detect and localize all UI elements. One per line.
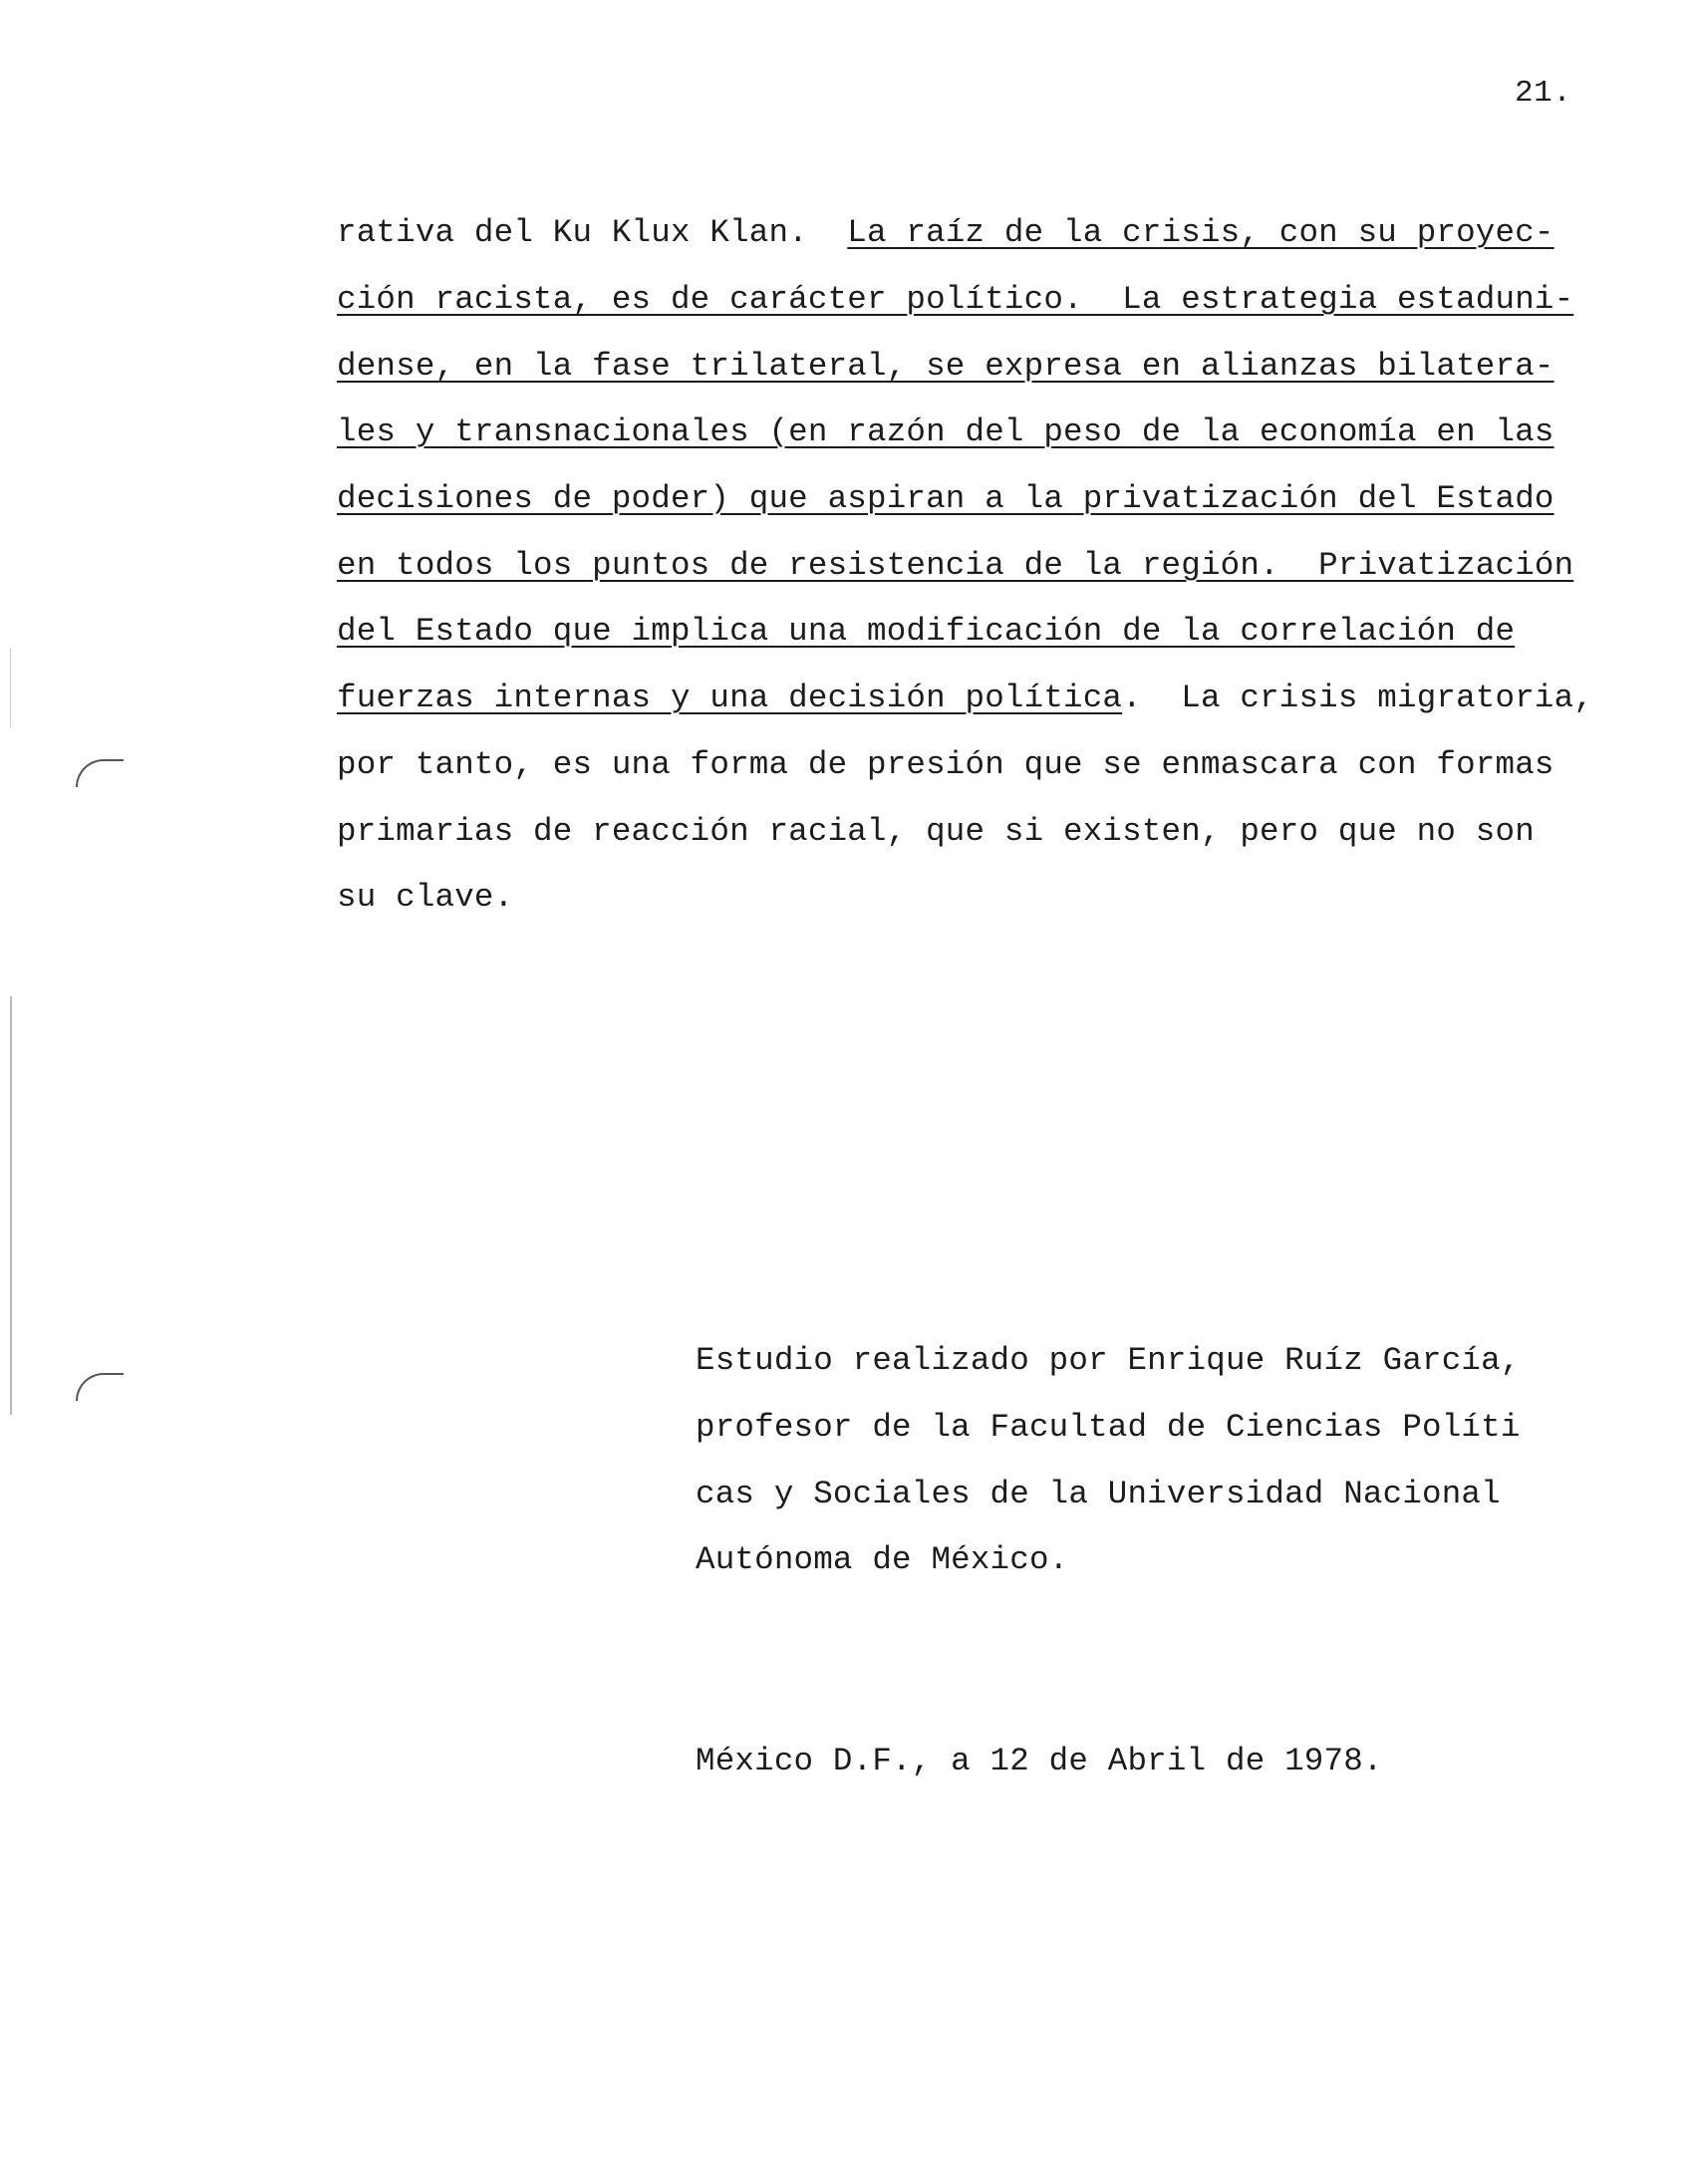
signature-line: profesor de la Facultad de Ciencias Políti	[696, 1409, 1521, 1446]
underlined-text: decisiones de poder) que aspiran a la privatización del Estado	[337, 480, 1554, 517]
signature-line: cas y Sociales de la Universidad Nacional	[696, 1476, 1501, 1512]
scan-edge-mark	[10, 648, 11, 727]
underlined-text: fuerzas internas y una decisión política	[337, 680, 1123, 716]
date-line: México D.F., a 12 de Abril de 1978.	[696, 1743, 1383, 1779]
line-text: . La crisis migratoria,	[1122, 680, 1594, 716]
paragraph-line	[337, 682, 1593, 715]
paragraph-line	[337, 547, 1574, 584]
scan-edge-mark	[10, 996, 12, 1415]
signature-line: Autónoma de México.	[696, 1541, 1069, 1578]
punch-hole-mark	[76, 759, 124, 787]
paragraph-line	[337, 214, 1554, 251]
line-text: su clave.	[337, 879, 514, 916]
underlined-text: del Estado que implica una modificación de la correlación de	[337, 613, 1516, 650]
underlined-text: ción racista, es de carácter político. La estrategia estaduni-	[337, 281, 1574, 318]
line-text: primarias de reacción racial, que si existen, pero que no son	[337, 813, 1535, 850]
punch-hole-mark	[76, 1373, 124, 1401]
paragraph-line	[337, 613, 1516, 650]
underlined-text: les y transnacionales (en razón del peso de la economía en las	[337, 413, 1554, 450]
paragraph-line	[337, 480, 1554, 517]
underlined-text: dense, en la fase trilateral, se expresa en alianzas bilatera-	[337, 348, 1554, 385]
signature-line: Estudio realizado por Enrique Ruíz García,	[696, 1342, 1521, 1379]
paragraph-line	[337, 413, 1554, 450]
underlined-text: en todos los puntos de resistencia de la región. Privatización	[337, 547, 1574, 584]
paragraph-line	[337, 348, 1554, 385]
line-text: por tanto, es una forma de presión que se enmascara con formas	[337, 746, 1554, 783]
paragraph-line	[337, 281, 1574, 318]
underlined-text: La raíz de la crisis, con su proyec-	[847, 214, 1554, 251]
paragraph-line	[337, 879, 514, 916]
page-number: 21.	[1515, 76, 1572, 111]
paragraph-line	[337, 813, 1535, 850]
paragraph-line	[337, 746, 1554, 783]
line-text: rativa del Ku Klux Klan.	[337, 214, 848, 251]
